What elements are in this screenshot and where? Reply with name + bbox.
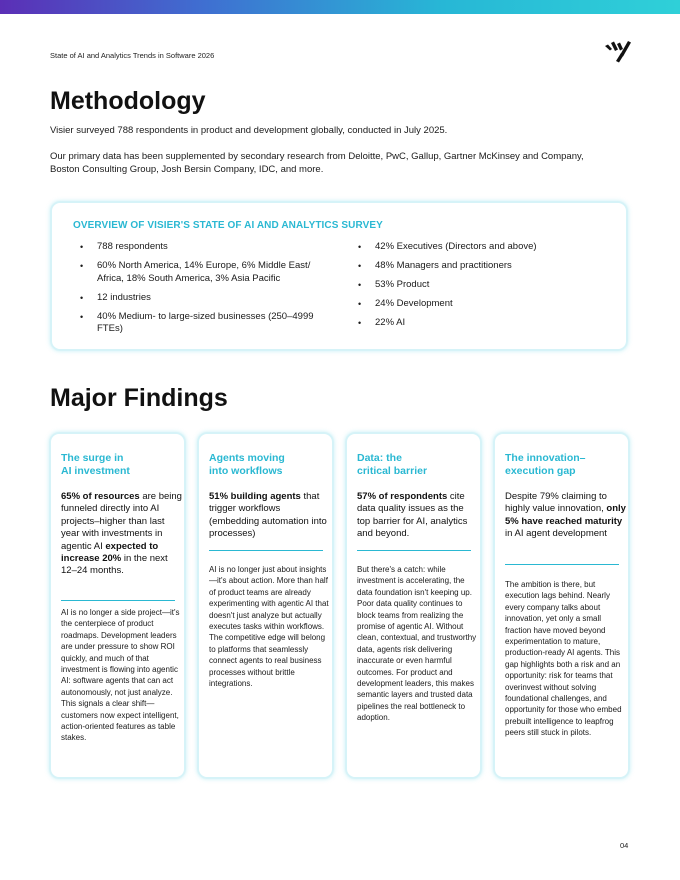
list-item: • 40% Medium- to large-sized businesses (250–4999 FTEs) bbox=[80, 311, 330, 336]
finding-card-agents-workflows bbox=[197, 432, 334, 779]
overview-list-right bbox=[358, 241, 608, 336]
overview-list-left bbox=[80, 241, 330, 342]
survey-overview-box bbox=[50, 201, 628, 351]
list-item: • 24% Development bbox=[358, 298, 608, 311]
page-number: 04 bbox=[620, 841, 629, 850]
card-body: The ambition is there, but execution lags behind. Nearly every company talks about innovation, yet only a small fraction have moved beyond experimentation to mature, production-ready AI agents. This gap highlights both a risk and an opportunity: risk for teams that overinvest without solving foundational challenges, and opportunity for those who embed prebuilt intelligence to leapfrog peers still stuck in pilots. bbox=[505, 580, 622, 738]
card-lead: Despite 79% claiming to highly value innovation, only 5% have reached maturity in AI agent development bbox=[505, 491, 626, 540]
finding-card-data-barrier bbox=[345, 432, 482, 779]
card-title: Agents moving into workflows bbox=[209, 452, 285, 477]
list-item: • 48% Managers and practitioners bbox=[358, 260, 608, 273]
overview-title: OVERVIEW OF VISIER'S STATE OF AI AND ANALYTICS SURVEY bbox=[73, 220, 383, 231]
visier-logo-icon bbox=[605, 41, 631, 63]
card-divider bbox=[505, 564, 619, 565]
major-findings-heading: Major Findings bbox=[50, 384, 228, 412]
methodology-paragraph-1: Visier surveyed 788 respondents in product and development globally, conducted in July 2025. bbox=[50, 125, 448, 136]
report-title: State of AI and Analytics Trends in Software 2026 bbox=[50, 51, 215, 60]
finding-card-innovation-gap bbox=[493, 432, 630, 779]
list-item: • 53% Product bbox=[358, 279, 608, 292]
card-lead: 65% of resources are being funneled directly into AI projects–higher than last year with investments in agentic AI expected to increase 20% in the next 12–24 months. bbox=[61, 491, 182, 577]
methodology-heading: Methodology bbox=[50, 87, 206, 115]
card-body: AI is no longer a side project—it's the centerpiece of product roadmaps. Development leaders are under pressure to show ROI quickly, and much of that investment is flowing into agentic AI: software agents that can act autonomously, not just analyze. This signals a clear shift—customers now expect intelligent, action-oriented features as table stakes. bbox=[61, 608, 180, 743]
card-body: But there's a catch: while investment is accelerating, the data foundation isn't keeping up. Poor data quality continues to block teams from realizing the promise of agentic AI. Without clean, contextual, and trustworthy data, agents risk delivering inaccurate or even harmful outcomes. For product and development leaders, this makes semantic layers and trusted data pipelines the real bottleneck to adoption. bbox=[357, 565, 477, 723]
methodology-paragraph-2: Our primary data has been supplemented by secondary research from Deloitte, PwC, Gallup, Gartner McKinsey and Company, Boston Consulting Group, Josh Bersin Company, IDC, and more. bbox=[50, 151, 584, 175]
list-item: • 12 industries bbox=[80, 292, 330, 305]
list-item: • 42% Executives (Directors and above) bbox=[358, 241, 608, 254]
card-title: The surge in AI investment bbox=[61, 452, 130, 477]
list-item: • 22% AI bbox=[358, 317, 608, 330]
finding-card-ai-investment bbox=[49, 432, 186, 779]
card-divider bbox=[61, 600, 175, 601]
top-gradient-bar bbox=[0, 0, 680, 14]
card-title: The innovation– execution gap bbox=[505, 452, 586, 477]
card-lead: 51% building agents that trigger workflows (embedding automation into processes) bbox=[209, 491, 327, 540]
list-item: • 788 respondents bbox=[80, 241, 330, 254]
card-divider bbox=[209, 550, 323, 551]
list-item: • 60% North America, 14% Europe, 6% Middle East/ Africa, 18% South America, 3% Asia Pacific bbox=[80, 260, 330, 285]
card-body: AI is no longer just about insights—it's about action. More than half of product teams are already experimenting with agentic AI that doesn't just analyze but actually executes tasks within workflows. The competitive edge will belong to platforms that seamlessly connect agents to real business processes without brittle integrations. bbox=[209, 565, 329, 689]
card-divider bbox=[357, 550, 471, 551]
card-title: Data: the critical barrier bbox=[357, 452, 428, 477]
card-lead: 57% of respondents cite data quality issues as the top barrier for AI, analytics and beyond. bbox=[357, 491, 468, 540]
